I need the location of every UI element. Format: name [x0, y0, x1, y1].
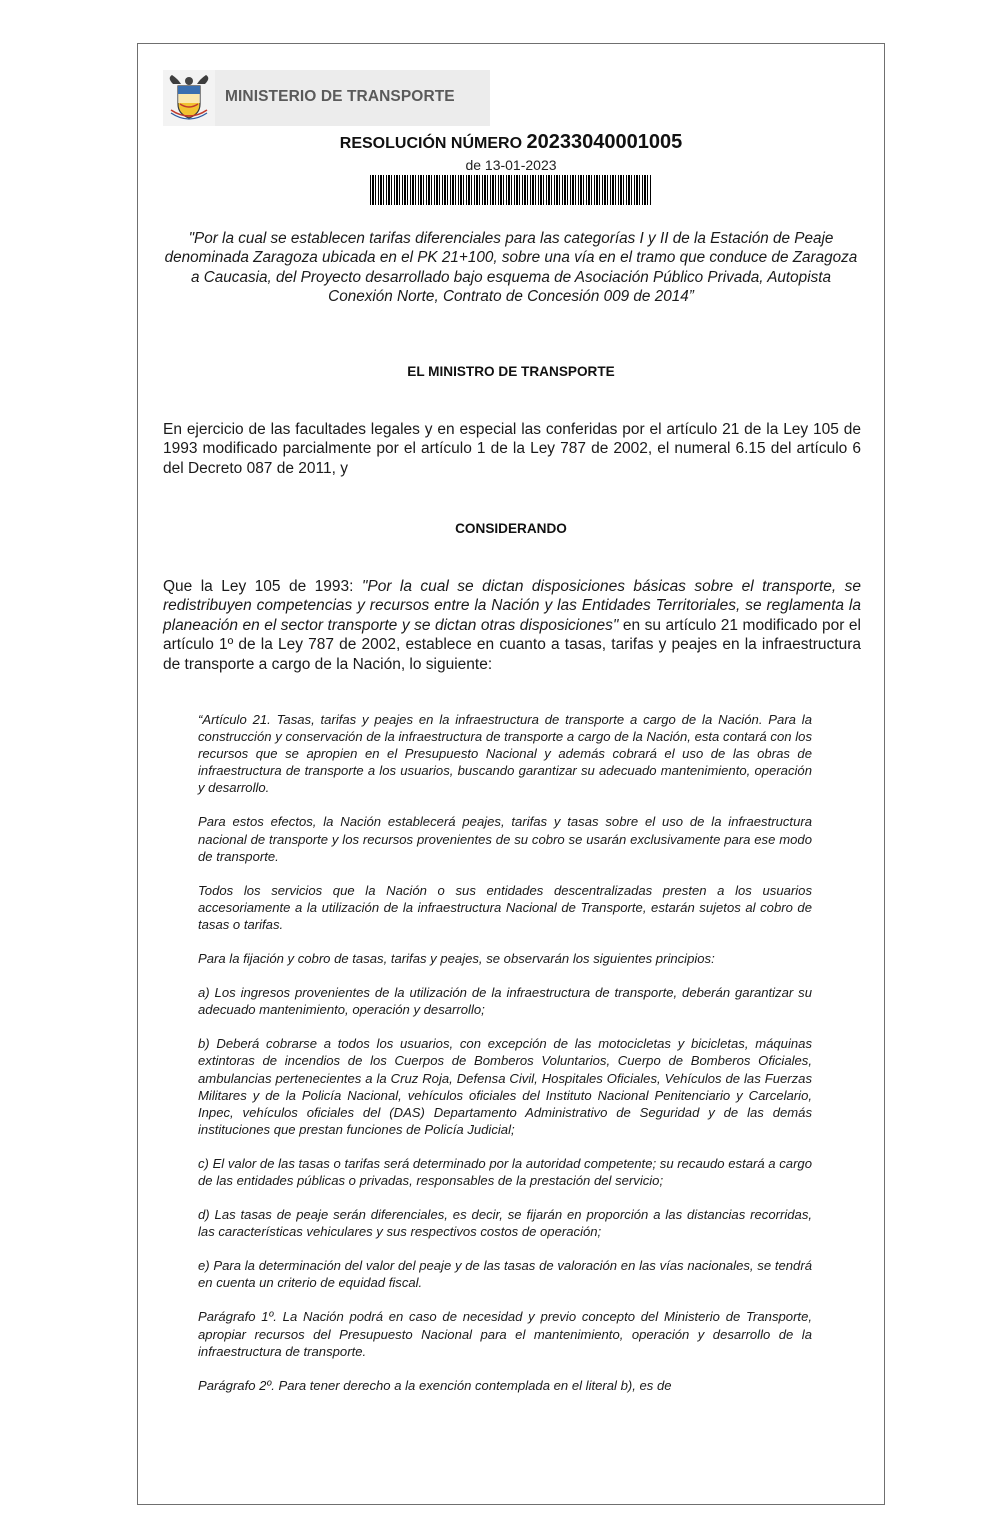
quote-paragraph: d) Las tasas de peaje serán diferenciales, es decir, se fijarán en proporción a las distancias recorridas, las características vehiculares y sus respectivos costos de operación; [198, 1207, 812, 1240]
resolution-number: 20233040001005 [526, 131, 683, 153]
barcode [370, 175, 652, 205]
quote-paragraph: Todos los servicios que la Nación o sus entidades descentralizadas presten a los usuarios accesoriamente a la utilización de la infraestructura Nacional de Transporte, estarán sujetos al cobro de tasas o tarifas. [198, 882, 812, 932]
colombia-coat-of-arms-icon [163, 70, 215, 126]
resolution-date: de 13-01-2023 [465, 157, 557, 173]
preamble-paragraph: En ejercicio de las facultades legales y en especial las conferidas por el artículo 21 de la Ley 105 de 1993 modificado parcialmente por el artículo 1 de la Ley 787 de 2002, el numeral 6.15 del artículo 6 del Decreto 087 de 2011, y [163, 421, 861, 477]
quote-paragraph: “Artículo 21. Tasas, tarifas y peajes en la infraestructura de transporte a cargo de la Nación. Para la construcción y conservación de la infraestructura de transporte a cargo de la Nación, esta contará con los recursos que se apropien en el Presupuesto Nacional y además cobrará el uso de las obras de infraestructura de transporte a los usuarios, buscando garantizar su adecuado mantenimiento, operación y desarrollo. [198, 712, 812, 796]
article-quote-block [198, 711, 812, 1411]
considerando-paragraph [163, 577, 861, 674]
quote-paragraph: Parágrafo 1º. La Nación podrá en caso de necesidad y previo concepto del Ministerio de Transporte, apropiar recursos del Presupuesto Nacional para el mantenimiento, operación y desarrollo de la infraestructura de transporte. [198, 1309, 812, 1359]
quote-paragraph: Para la fijación y cobro de tasas, tarifas y peajes, se observarán los siguientes principios: [198, 951, 715, 967]
quote-paragraph: Parágrafo 2º. Para tener derecho a la exención contemplada en el literal b), es de [198, 1377, 672, 1393]
quote-paragraph: Para estos efectos, la Nación establecerá peajes, tarifas y tasas sobre el uso de la infraestructura nacional de transporte y los recursos provenientes de su cobro se usarán exclusivamente para ese modo de transporte. [198, 814, 812, 864]
letterhead [163, 70, 490, 126]
document-page [137, 43, 885, 1505]
law-title-quote: "Por la cual se dictan disposiciones básicas sobre el transporte, se redistribuyen competencias y recursos entre la Nación y las Entidades Territoriales, se reglamenta la planeación en el sector transporte y se dictan otras disposiciones" [163, 578, 861, 634]
considerando-text-end: en su artículo 21 modificado por el artículo 1º de la Ley 787 de 2002, establece en cuanto a tasas, tarifas y peajes en la infraestructura de transporte a cargo de la Nación, lo siguiente: [163, 616, 861, 673]
considerando-text-start: Que la Ley 105 de 1993: [163, 578, 362, 595]
quote-paragraph: e) Para la determinación del valor del peaje y de las tasas de valoración en las vías nacionales, se tendrá en cuenta un criterio de equidad fiscal. [198, 1258, 812, 1291]
resolution-heading [138, 131, 884, 154]
ministry-name: MINISTERIO DE TRANSPORTE [225, 88, 455, 105]
quote-paragraph: a) Los ingresos provenientes de la utilización de la infraestructura de transporte, deberán garantizar su adecuado mantenimiento, operación y desarrollo; [198, 985, 812, 1018]
authority-heading: EL MINISTRO DE TRANSPORTE [407, 364, 615, 379]
quote-paragraph: c) El valor de las tasas o tarifas será determinado por la autoridad competente; su recaudo estará a cargo de las entidades públicas o privadas, responsables de la prestación del servicio; [198, 1155, 812, 1188]
resolution-label: RESOLUCIÓN NÚMERO [339, 135, 523, 152]
considerando-heading: CONSIDERANDO [455, 521, 567, 536]
resolution-title: "Por la cual se establecen tarifas diferenciales para las categorías I y II de la Estación de Peaje denominada Zaragoza ubicada en el PK 21+100, sobre una vía en el tramo que conduce de Zaragoza a Caucasia, del Proyecto desarrollado bajo esquema de Asociación Público Privada, Autopista Conexión Norte, Contrato de Concesión 009 de 2014” [164, 230, 858, 306]
quote-paragraph: b) Deberá cobrarse a todos los usuarios, con excepción de las motocicletas y bicicletas, máquinas extintoras de incendios de los Cuerpos de Bomberos Voluntarios, Cuerpo de Bomberos Oficiales, ambulancias pertenecientes a la Cruz Roja, Defensa Civil, Hospitales Oficiales, Vehículos de las Fuerzas Militares y de la Policía Nacional, vehículos oficiales del Instituto Nacional Penitenciario y Carcelario, Inpec, vehículos oficiales del (DAS) Departamento Administrativo de Seguridad y de las demás instituciones que prestan funciones de Policía Judicial; [198, 1036, 812, 1137]
